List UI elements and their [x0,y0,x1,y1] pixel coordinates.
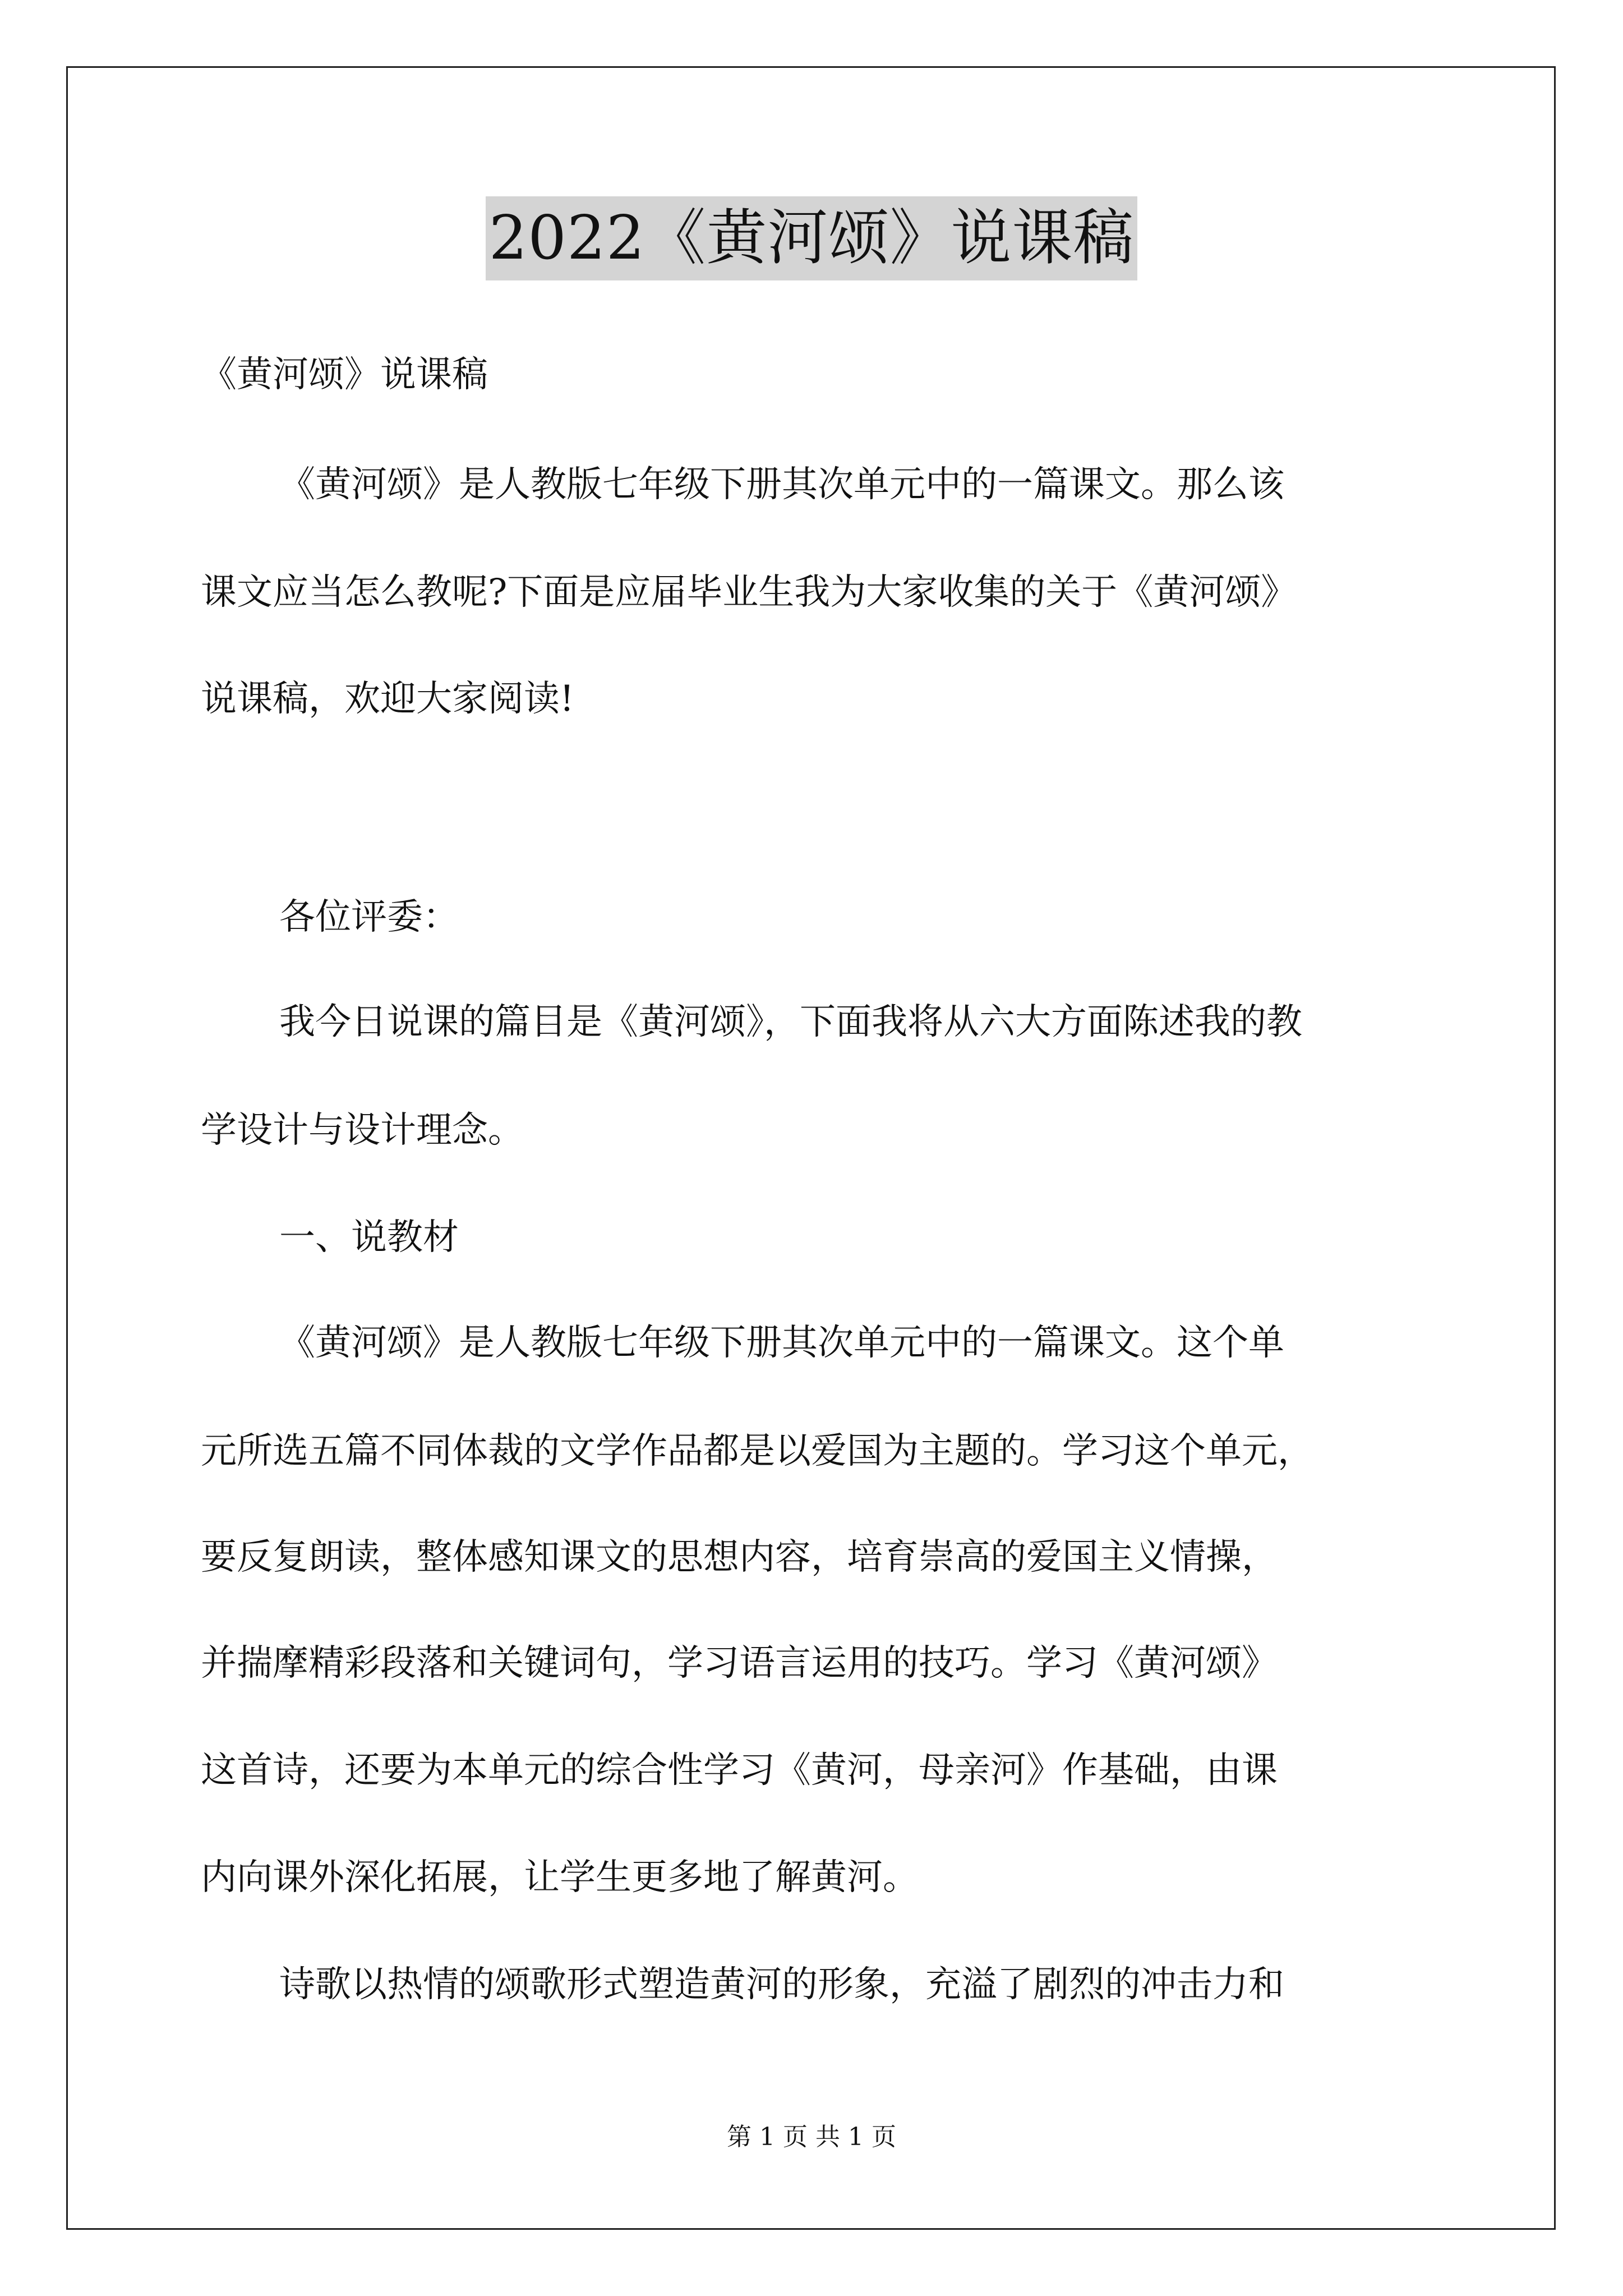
paragraph-line: 并揣摩精彩段落和关键词句，学习语言运用的技巧。学习《黄河颂》 [201,1642,1278,1684]
paragraph-line: 我今日说课的篇目是《黄河颂》，下面我将从六大方面陈述我的教 [279,1001,1302,1043]
page-footer: 第 1 页 共 1 页 [727,2123,896,2151]
section-heading: 一、说教材 [279,1217,459,1258]
paragraph-line: 课文应当怎么教呢?下面是应届毕业生我为大家收集的关于《黄河颂》 [201,572,1297,613]
paragraph-line: 学设计与设计理念。 [201,1110,524,1151]
paragraph-line: 说课稿，欢迎大家阅读! [201,678,574,720]
paragraph-line: 各位评委： [279,896,459,938]
title-container [0,196,1623,280]
paragraph-line: 诗歌以热情的颂歌形式塑造黄河的形象，充溢了剧烈的冲击力和 [279,1964,1284,2005]
paragraph-line: 元所选五篇不同体裁的文学作品都是以爱国为主题的。学习这个单元， [201,1430,1313,1472]
paragraph-line: 这首诗，还要为本单元的综合性学习《黄河，母亲河》作基础，由课 [201,1750,1278,1791]
paragraph-line: 要反复朗读，整体感知课文的思想内容，培育崇高的爱国主义情操， [201,1536,1278,1578]
paragraph-line: 《黄河颂》是人教版七年级下册其次单元中的一篇课文。那么该 [279,464,1284,505]
subtitle-line: 《黄河颂》说课稿 [201,354,488,395]
paragraph-line: 内向课外深化拓展，让学生更多地了解黄河。 [201,1857,919,1898]
document-title: 2022《黄河颂》说课稿 [486,196,1138,280]
paragraph-line: 《黄河颂》是人教版七年级下册其次单元中的一篇课文。这个单 [279,1322,1284,1364]
